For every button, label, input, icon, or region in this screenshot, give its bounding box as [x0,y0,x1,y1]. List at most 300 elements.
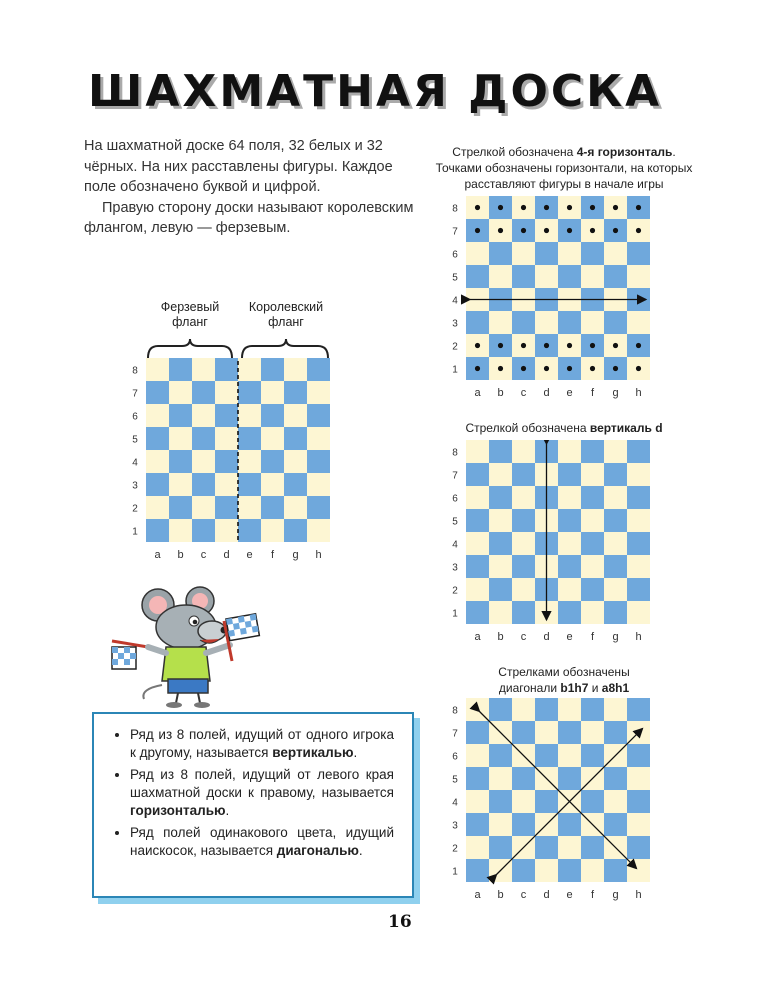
diagonal-board-square-c1 [512,859,535,882]
diagonal-board-square-c8 [512,698,535,721]
vertical-board-square-b4 [489,532,512,555]
intro-paragraph-2: Правую сторону доски называют королевским флангом, левую — ферзевым. [84,199,414,236]
diagonal-board-square-g7 [604,721,627,744]
horizontal-caption-line2: Точками обозначены горизонтали, на которых [435,161,693,175]
vertical-board-square-c1 [512,601,535,624]
diagonal-board-square-g1 [604,859,627,882]
starting-rank-dot [567,228,572,233]
diagonal-board-rank-label: 3 [452,820,458,832]
flank-board-square-e2 [238,496,261,519]
flank-board-square-f7 [261,381,284,404]
starting-rank-dot [613,343,618,348]
horizontal-caption-text: Стрелкой обозначена [452,145,577,159]
diagonal-board-square-g5 [604,767,627,790]
horizontal-board-file-label: g [612,387,619,399]
horizontal-board-file-label: b [497,387,504,399]
starting-rank-dot [521,343,526,348]
diagonal-board-square-e5 [558,767,581,790]
horizontal-board-square-d6 [535,242,558,265]
vertical-board-square-e8 [558,440,581,463]
diagonal-board-rank-label: 5 [452,774,458,786]
vertical-board-square-h3 [627,555,650,578]
starting-rank-dot [521,366,526,371]
info-list [112,726,394,860]
diagonal-caption-bold-1: b1h7 [560,681,589,695]
horizontal-board-square-b6 [489,242,512,265]
diagonal-board-square-a2 [466,836,489,859]
horizontal-board-square-c6 [512,242,535,265]
diagonal-board-file-label: a [474,889,481,901]
vertical-board-rank-label: 1 [452,608,458,620]
flank-board-file-label: c [200,549,207,561]
diagonal-board-square-b2 [489,836,512,859]
vertical-board-square-e5 [558,509,581,532]
vertical-board-square-g8 [604,440,627,463]
diagonal-board-square-d6 [535,744,558,767]
starting-rank-dot [498,228,503,233]
info-item-horizontal-term: горизонталью [130,803,226,818]
flank-board-square-f5 [261,427,284,450]
diagonal-board-square-a7 [466,721,489,744]
vertical-board-square-e6 [558,486,581,509]
flank-board-square-e5 [238,427,261,450]
vertical-board-square-a5 [466,509,489,532]
flank-board-square-a2 [146,496,169,519]
horizontal-caption-bold: 4-я горизонталь [576,145,673,159]
flank-board-square-f6 [261,404,284,427]
vertical-board-square-g6 [604,486,627,509]
horizontal-board-square-d5 [535,265,558,288]
diagonal-board-square-h4 [627,790,650,813]
vertical-board-square-h6 [627,486,650,509]
diagonal-board-rank-label: 2 [452,843,458,855]
info-item-horizontal [130,766,394,820]
vertical-board-square-e7 [558,463,581,486]
vertical-board-square-c5 [512,509,535,532]
horizontal-board-square-d3 [535,311,558,334]
flank-board-square-a5 [146,427,169,450]
horizontal-board-square-g5 [604,265,627,288]
vertical-board-square-f1 [581,601,604,624]
starting-rank-dot [636,228,641,233]
flank-board-square-g3 [284,473,307,496]
starting-rank-dot [475,366,480,371]
diagonal-board [450,698,656,904]
vertical-board-square-a3 [466,555,489,578]
starting-rank-dot [475,228,480,233]
horizontal-board-square-e6 [558,242,581,265]
vertical-board-square-b6 [489,486,512,509]
vertical-board-square-b5 [489,509,512,532]
flank-board-rank-label: 6 [132,411,138,423]
horizontal-board-square-h6 [627,242,650,265]
horizontal-board-file-label: h [635,387,642,399]
diagonal-board-square-e3 [558,813,581,836]
flank-board-file-label: d [223,549,230,561]
starting-rank-dot [590,228,595,233]
diagonal-caption-bold-2: a8h1 [601,681,630,695]
flank-board-square-c8 [192,358,215,381]
diagonal-board-file-label: c [520,889,527,901]
vertical-board-square-e1 [558,601,581,624]
vertical-board-square-h2 [627,578,650,601]
flank-board-square-f8 [261,358,284,381]
king-flank-label [236,300,336,330]
flank-board-square-b8 [169,358,192,381]
horizontal-board-square-h3 [627,311,650,334]
starting-rank-dot [613,205,618,210]
vertical-board-square-f5 [581,509,604,532]
flank-board-square-d1 [215,519,238,542]
info-item-diagonal-dot: . [358,843,363,858]
flank-board-square-a8 [146,358,169,381]
info-item-diagonal [130,824,394,860]
starting-rank-dot [613,228,618,233]
starting-rank-dot [590,366,595,371]
flank-board-square-c5 [192,427,215,450]
flank-board-rank-label: 1 [132,526,138,538]
diagonal-board-square-d4 [535,790,558,813]
flank-board-square-g6 [284,404,307,427]
diagonal-board-file-label: d [543,889,550,901]
flank-board-square-c4 [192,450,215,473]
flank-board-square-h7 [307,381,330,404]
diagonal-board-square-h5 [627,767,650,790]
vertical-board-file-label: c [520,631,527,643]
vertical-board-file-label: b [497,631,504,643]
horizontal-board-square-a6 [466,242,489,265]
starting-rank-dot [567,205,572,210]
vertical-board-square-a1 [466,601,489,624]
diagonal-board-square-f6 [581,744,604,767]
vertical-board-file-label: a [474,631,481,643]
vertical-board-file-label: h [635,631,642,643]
horizontal-board-square-b3 [489,311,512,334]
flank-board-square-d6 [215,404,238,427]
horizontal-caption [404,144,724,192]
starting-rank-dot [498,205,503,210]
flank-board-square-a4 [146,450,169,473]
flank-board-square-f3 [261,473,284,496]
diagonal-board-square-c5 [512,767,535,790]
flank-board-square-a6 [146,404,169,427]
diagonal-board-square-e6 [558,744,581,767]
diagonal-caption-line1: Стрелками обозначены [498,665,630,679]
horizontal-board-file-label: e [566,387,573,399]
diagonal-board-square-g8 [604,698,627,721]
flank-board-square-a7 [146,381,169,404]
flank-board-square-f2 [261,496,284,519]
flank-board-square-g4 [284,450,307,473]
diagonal-board-square-e1 [558,859,581,882]
diagonal-board-square-h3 [627,813,650,836]
starting-rank-dot [544,343,549,348]
vertical-board-square-h4 [627,532,650,555]
diagonal-board-square-a6 [466,744,489,767]
diagonal-board-square-f1 [581,859,604,882]
vertical-board-square-f7 [581,463,604,486]
vertical-board-square-h5 [627,509,650,532]
horizontal-board-square-h5 [627,265,650,288]
starting-rank-dot [613,366,618,371]
page-title: ШАХМАТНАЯ ДОСКА [88,66,663,117]
diagonal-caption [404,664,724,696]
flank-board-square-b4 [169,450,192,473]
vertical-board-rank-label: 6 [452,493,458,505]
vertical-caption [404,420,724,436]
starting-rank-dot [521,205,526,210]
flank-board-square-b2 [169,496,192,519]
flank-board-square-h6 [307,404,330,427]
diagonal-board-file-label: b [497,889,504,901]
vertical-board-square-a7 [466,463,489,486]
vertical-board-square-c6 [512,486,535,509]
starting-rank-dot [567,343,572,348]
flank-board-rank-label: 7 [132,388,138,400]
diagonal-board-square-h6 [627,744,650,767]
info-item-horizontal-dot: . [225,803,230,818]
info-item-vertical-text: Ряд из 8 полей, идущий от одного игрока к другому, называется [130,727,394,760]
horizontal-board-square-f6 [581,242,604,265]
diagonal-board-rank-label: 4 [452,797,458,809]
flank-board-square-e4 [238,450,261,473]
flank-board-square-g7 [284,381,307,404]
flank-board-square-d3 [215,473,238,496]
starting-rank-dot [475,343,480,348]
vertical-board-file-label: d [543,631,550,643]
flank-board-square-g1 [284,519,307,542]
flank-board-square-c3 [192,473,215,496]
flank-board-square-b5 [169,427,192,450]
diagonal-board-file-label: e [566,889,573,901]
horizontal-board-file-label: a [474,387,481,399]
vertical-board-rank-label: 7 [452,470,458,482]
starting-rank-dot [498,343,503,348]
diagonal-board-square-d8 [535,698,558,721]
flank-board-file-label: b [177,549,184,561]
vertical-board-square-b3 [489,555,512,578]
flank-board-rank-label: 4 [132,457,138,469]
diagonal-board-square-f2 [581,836,604,859]
horizontal-board-square-g6 [604,242,627,265]
vertical-caption-text: Стрелкой обозначена [465,421,590,435]
vertical-board-square-f3 [581,555,604,578]
flank-board-square-h1 [307,519,330,542]
vertical-board-file-label: f [590,631,595,643]
flank-board-square-e1 [238,519,261,542]
intro-text [84,136,414,239]
starting-rank-dot [636,343,641,348]
right-flag-icon [224,614,259,661]
diagonal-board-square-d2 [535,836,558,859]
horizontal-board-square-c3 [512,311,535,334]
horizontal-caption-dot: . [672,145,676,159]
horizontal-board-file-label: c [520,387,527,399]
starting-rank-dot [567,366,572,371]
king-flank-label-line2: фланг [268,315,304,329]
flank-board-square-h3 [307,473,330,496]
diagonal-board-rank-label: 6 [452,751,458,763]
diagonal-board-square-a4 [466,790,489,813]
vertical-board-square-a6 [466,486,489,509]
flank-board-rank-label: 5 [132,434,138,446]
vertical-board-square-h8 [627,440,650,463]
mouse-illustration [100,585,275,710]
diagonal-board-square-a3 [466,813,489,836]
vertical-board-square-g7 [604,463,627,486]
flank-board-square-a3 [146,473,169,496]
diagonal-board-file-label: h [635,889,642,901]
diagonal-caption-text: диагонали [498,681,561,695]
horizontal-board [450,196,656,402]
horizontal-caption-line3: расставляют фигуры в начале игры [464,177,664,191]
diagonal-board-square-d7 [535,721,558,744]
flank-board-square-b1 [169,519,192,542]
flank-board-file-label: h [315,549,322,561]
diagonal-board-square-f7 [581,721,604,744]
flank-board-square-c2 [192,496,215,519]
vertical-board-square-f6 [581,486,604,509]
diagonal-board-square-g4 [604,790,627,813]
vertical-board-square-b2 [489,578,512,601]
horizontal-board-file-label: f [590,387,595,399]
horizontal-board-rank-label: 6 [452,249,458,261]
diagonal-board-rank-label: 8 [452,705,458,717]
vertical-board-square-c3 [512,555,535,578]
vertical-board-square-e2 [558,578,581,601]
horizontal-board-rank-label: 7 [452,226,458,238]
diagonal-board-square-f4 [581,790,604,813]
diagonal-board-square-g3 [604,813,627,836]
vertical-board-square-g3 [604,555,627,578]
page-number: 16 [388,912,412,932]
info-item-vertical [130,726,394,762]
flank-board-square-e8 [238,358,261,381]
flank-board-square-c7 [192,381,215,404]
horizontal-board-square-f5 [581,265,604,288]
flank-board-square-h8 [307,358,330,381]
flank-board-square-f4 [261,450,284,473]
flank-board-square-h5 [307,427,330,450]
horizontal-board-file-label: d [543,387,550,399]
vertical-board-square-e3 [558,555,581,578]
horizontal-board-rank-label: 2 [452,341,458,353]
vertical-board-square-a4 [466,532,489,555]
diagonal-board-square-b5 [489,767,512,790]
queen-flank-label [150,300,230,330]
vertical-board-file-label: g [612,631,619,643]
vertical-board-square-f2 [581,578,604,601]
flank-board-file-label: f [270,549,275,561]
vertical-board-rank-label: 2 [452,585,458,597]
starting-rank-dot [498,366,503,371]
vertical-board-square-g4 [604,532,627,555]
vertical-board-square-c8 [512,440,535,463]
diagonal-board-square-e7 [558,721,581,744]
info-item-horizontal-text: Ряд из 8 полей, идущий от левого края шахматной доски к правому, называется [130,767,394,800]
info-item-vertical-dot: . [353,745,358,760]
horizontal-board-square-f3 [581,311,604,334]
vertical-board-square-e4 [558,532,581,555]
flank-board-square-h4 [307,450,330,473]
diagonal-board-rank-label: 1 [452,866,458,878]
vertical-board-square-c4 [512,532,535,555]
flank-board-square-g5 [284,427,307,450]
flank-board-square-g8 [284,358,307,381]
flank-board-file-label: g [292,549,299,561]
flank-board-rank-label: 3 [132,480,138,492]
vertical-board-square-h7 [627,463,650,486]
horizontal-board-rank-label: 1 [452,364,458,376]
vertical-board-square-g1 [604,601,627,624]
horizontal-board-rank-label: 5 [452,272,458,284]
starting-rank-dot [544,205,549,210]
info-box [92,712,414,898]
diagonal-board-file-label: f [590,889,595,901]
diagonal-board-square-c3 [512,813,535,836]
queen-flank-brace [148,339,232,358]
starting-rank-dot [636,366,641,371]
left-flag-icon [112,641,148,669]
diagonal-board-square-h2 [627,836,650,859]
flank-board-file-label: e [246,549,253,561]
king-flank-label-line1: Королевский [248,300,324,314]
flank-board-square-h2 [307,496,330,519]
horizontal-board-square-a5 [466,265,489,288]
vertical-board-rank-label: 4 [452,539,458,551]
king-flank-brace [242,339,328,358]
diagonal-board-square-e8 [558,698,581,721]
info-item-vertical-term: вертикалью [272,745,354,760]
flank-board-square-d4 [215,450,238,473]
flank-braces [146,338,330,360]
horizontal-board-rank-label: 3 [452,318,458,330]
vertical-caption-bold: вертикаль d [589,421,663,435]
info-item-diagonal-text: Ряд полей одинакового цвета, идущий наискосок, называется [130,825,394,858]
queen-flank-label-line1: Ферзевый [160,300,220,314]
diagonal-board-square-f8 [581,698,604,721]
diagonal-board-square-b4 [489,790,512,813]
vertical-board-square-b1 [489,601,512,624]
diagonal-board-file-label: g [612,889,619,901]
diagonal-board-square-c7 [512,721,535,744]
starting-rank-dot [590,205,595,210]
starting-rank-dot [590,343,595,348]
intro-paragraph-1: На шахматной доске 64 поля, 32 белых и 32 чёрных. На них расставлены фигуры. Каждое поле обозначено буквой и цифрой. [84,138,393,195]
vertical-board [450,440,656,646]
vertical-board-square-g2 [604,578,627,601]
mouse-shirt [162,647,210,681]
vertical-board-square-g5 [604,509,627,532]
horizontal-board-square-e3 [558,311,581,334]
diagonal-board-square-b6 [489,744,512,767]
flank-board-rank-label: 8 [132,365,138,377]
horizontal-board-rank-label: 8 [452,203,458,215]
flank-board-square-g2 [284,496,307,519]
vertical-board-square-b8 [489,440,512,463]
vertical-board-square-f4 [581,532,604,555]
starting-rank-dot [475,205,480,210]
starting-rank-dot [521,228,526,233]
flank-board-square-b7 [169,381,192,404]
flank-board-square-d2 [215,496,238,519]
horizontal-board-square-c5 [512,265,535,288]
flank-board-square-e3 [238,473,261,496]
diagonal-board-square-c4 [512,790,535,813]
queen-flank-label-line2: фланг [172,315,208,329]
flank-board-square-e7 [238,381,261,404]
diagonal-board-square-h8 [627,698,650,721]
